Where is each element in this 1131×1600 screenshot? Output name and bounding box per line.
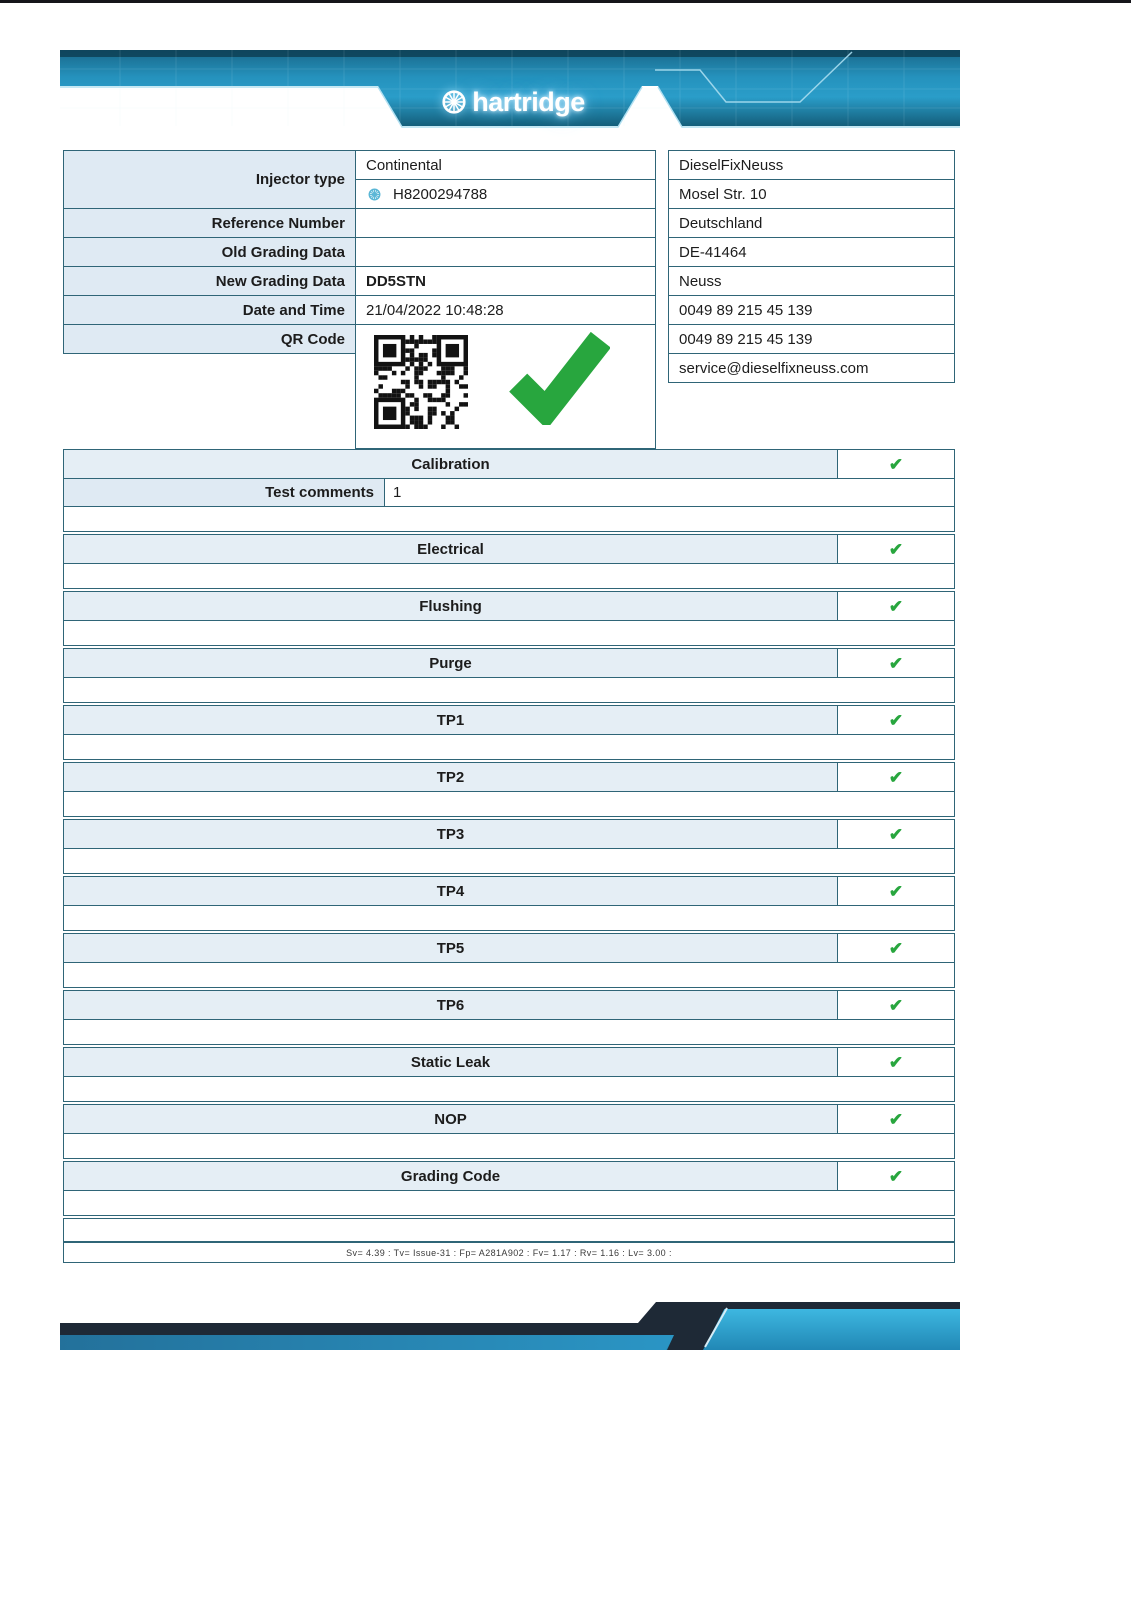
section-detail-row — [64, 962, 954, 987]
section-calibration — [63, 449, 955, 532]
date-time-label: Date and Time — [63, 295, 356, 325]
section-result-cell — [838, 1048, 954, 1076]
test-sections — [63, 449, 955, 1265]
pass-check-icon: ✔ — [888, 653, 904, 673]
test-comments-value: 1 — [393, 484, 402, 501]
scan-artifact-line — [0, 0, 1131, 3]
logo-text: hartridge — [472, 86, 585, 117]
section-detail-row — [64, 563, 954, 588]
section-title: Calibration — [64, 450, 838, 478]
section-title: Grading Code — [64, 1162, 838, 1190]
section-tp2 — [63, 762, 955, 817]
pass-check-icon: ✔ — [888, 1109, 904, 1129]
section-tp6 — [63, 990, 955, 1045]
hartridge-logo — [408, 86, 618, 118]
section-result-cell — [838, 592, 954, 620]
section-tp4 — [63, 876, 955, 931]
section-title: NOP — [64, 1105, 838, 1133]
section-purge — [63, 648, 955, 703]
pass-check-icon: ✔ — [888, 596, 904, 616]
hartridge-wheel-icon — [441, 89, 467, 115]
new-grading-value: DD5STN — [355, 266, 656, 296]
section-title: TP4 — [64, 877, 838, 905]
section-detail-row — [64, 848, 954, 873]
section-result-cell — [838, 1162, 954, 1190]
pass-check-icon: ✔ — [888, 454, 904, 474]
qr-code-label: QR Code — [63, 324, 356, 354]
section-flushing — [63, 591, 955, 646]
address-phone-1: 0049 89 215 45 139 — [668, 295, 955, 325]
injector-make-value: Continental — [355, 150, 656, 180]
section-result-cell — [838, 649, 954, 677]
section-title: Flushing — [64, 592, 838, 620]
reference-number-value — [355, 208, 656, 238]
reference-number-label: Reference Number — [63, 208, 356, 238]
section-detail-row — [64, 1133, 954, 1158]
section-result-cell — [838, 535, 954, 563]
address-country: Deutschland — [668, 208, 955, 238]
new-grading-label: New Grading Data — [63, 266, 356, 296]
section-grading-code — [63, 1161, 955, 1216]
injector-serial-value: H8200294788 — [393, 185, 488, 203]
section-electrical — [63, 534, 955, 589]
section-tp1 — [63, 705, 955, 760]
section-static-leak — [63, 1047, 955, 1102]
section-result-cell — [838, 763, 954, 791]
section-result-cell — [838, 706, 954, 734]
bottom-banner — [60, 1298, 960, 1353]
address-phone-2: 0049 89 215 45 139 — [668, 324, 955, 354]
section-detail-row — [64, 620, 954, 645]
section-detail-row — [64, 791, 954, 816]
wheel-bullet-icon — [368, 188, 381, 201]
pass-check-icon: ✔ — [888, 881, 904, 901]
address-company: DieselFixNeuss — [668, 150, 955, 180]
section-title: Purge — [64, 649, 838, 677]
address-postcode: DE-41464 — [668, 237, 955, 267]
pass-check-icon: ✔ — [888, 1166, 904, 1186]
section-detail-row — [64, 506, 954, 531]
injector-info-table — [63, 150, 955, 450]
old-grading-value — [355, 237, 656, 267]
version-status-line: Sv= 4.39 : Tv= Issue-31 : Fp= A281A902 : Fv= 1.17 : Rv= 1.16 : Lv= 3.00 : — [64, 1241, 954, 1262]
pass-check-icon: ✔ — [888, 539, 904, 559]
pass-check-large-icon — [508, 327, 610, 425]
pass-check-icon: ✔ — [888, 995, 904, 1015]
pass-check-icon: ✔ — [888, 824, 904, 844]
test-comments-label: Test comments — [64, 479, 385, 506]
address-street: Mosel Str. 10 — [668, 179, 955, 209]
report-footer-block — [63, 1218, 955, 1263]
section-detail-row — [64, 905, 954, 930]
section-nop — [63, 1104, 955, 1159]
pass-check-icon: ✔ — [888, 710, 904, 730]
section-result-cell — [838, 820, 954, 848]
section-tp5 — [63, 933, 955, 988]
footer-spacer-row — [64, 1219, 954, 1241]
old-grading-label: Old Grading Data — [63, 237, 356, 267]
date-time-value: 21/04/2022 10:48:28 — [355, 295, 656, 325]
section-result-cell — [838, 991, 954, 1019]
qr-result-cell — [355, 324, 656, 449]
address-email: service@dieselfixneuss.com — [668, 353, 955, 383]
section-result-cell — [838, 934, 954, 962]
section-detail-row — [64, 677, 954, 702]
qr-code — [374, 335, 468, 429]
section-detail-row — [64, 1019, 954, 1044]
section-detail-row — [64, 734, 954, 759]
section-detail-row — [64, 1190, 954, 1215]
section-result-cell — [838, 877, 954, 905]
section-title: TP6 — [64, 991, 838, 1019]
pass-check-icon: ✔ — [888, 1052, 904, 1072]
section-detail-row — [64, 1076, 954, 1101]
section-title: TP3 — [64, 820, 838, 848]
test-comments-row — [64, 478, 954, 506]
section-title: TP5 — [64, 934, 838, 962]
section-title: Static Leak — [64, 1048, 838, 1076]
section-title: TP1 — [64, 706, 838, 734]
injector-type-label: Injector type — [63, 150, 356, 209]
section-result-cell — [838, 450, 954, 478]
address-city: Neuss — [668, 266, 955, 296]
section-tp3 — [63, 819, 955, 874]
injector-serial-cell — [355, 179, 656, 209]
pass-check-icon: ✔ — [888, 767, 904, 787]
section-result-cell — [838, 1105, 954, 1133]
section-title: TP2 — [64, 763, 838, 791]
pass-check-icon: ✔ — [888, 938, 904, 958]
section-title: Electrical — [64, 535, 838, 563]
